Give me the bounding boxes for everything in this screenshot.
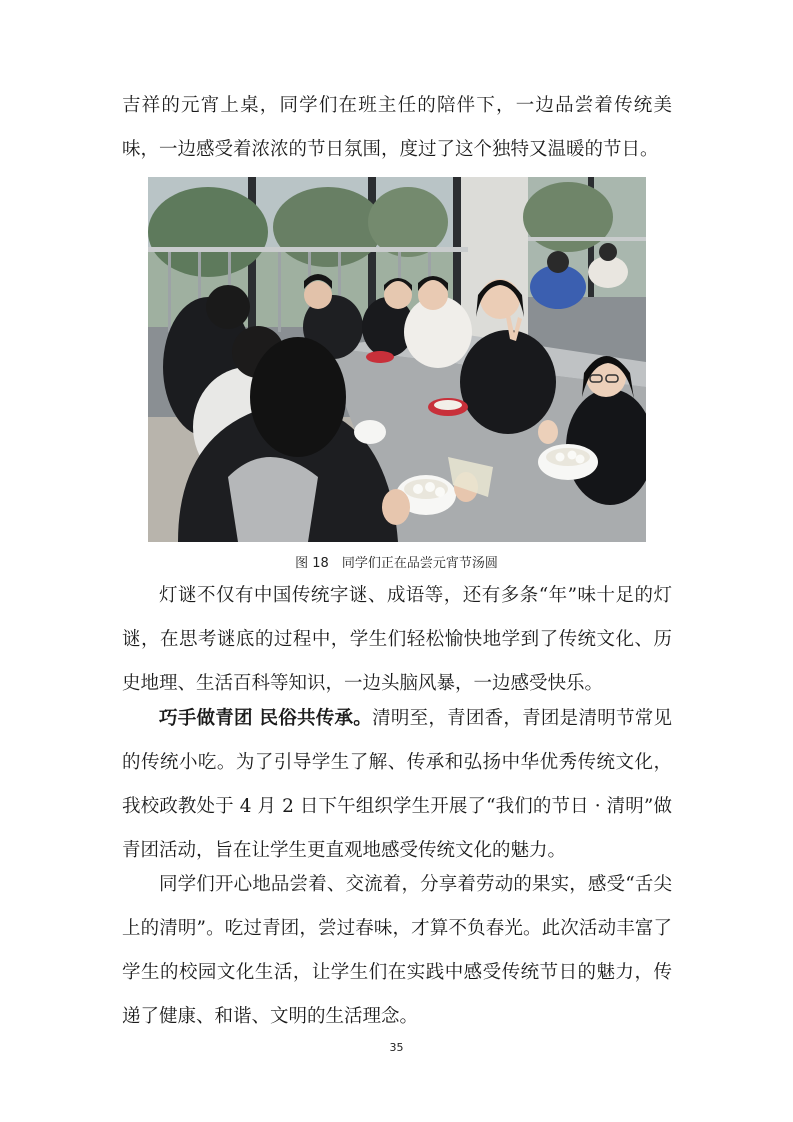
paragraph-qingtuan-body: 清明至，青团香，青团是清明节常见的传统小吃。为了引导学生了解、传承和弘扬中华优秀传统文化，我校政教处于 4 月 2 日下午组织学生开展了“我们的节日 · 清明”做青团活动，旨在让学生更直观地感受传统文化的魅力。 [122,708,672,861]
paragraph-lead-heading: 巧手做青团 民俗共传承。 [159,708,373,729]
paragraph-intro: 吉祥的元宵上桌，同学们在班主任的陪伴下，一边品尝着传统美味，一边感受着浓浓的节日氛围，度过了这个独特又温暖的节日。 [122,95,672,160]
paragraph-qingtuan [122,697,672,873]
paragraph-lantern-riddles: 灯谜不仅有中国传统字谜、成语等，还有多条“年”味十足的灯谜，在思考谜底的过程中，学生们轻松愉快地学到了传统文化、历史地理、生活百科等知识，一边头脑风暴，一边感受快乐。 [122,585,672,694]
figure-caption: 图 18 同学们正在品尝元宵节汤圆 [295,556,498,571]
paragraph-sharing: 同学们开心地品尝着、交流着，分享着劳动的果实，感受“舌尖上的清明”。吃过青团，尝过春味，才算不负春光。此次活动丰富了学生的校园文化生活，让学生们在实践中感受传统节日的魅力，传递了健康、和谐、文明的生活理念。 [122,874,672,1027]
page-number: 35 [389,1041,404,1054]
photo-illustration [148,177,646,542]
photo-students-eating-tangyuan [148,177,646,542]
